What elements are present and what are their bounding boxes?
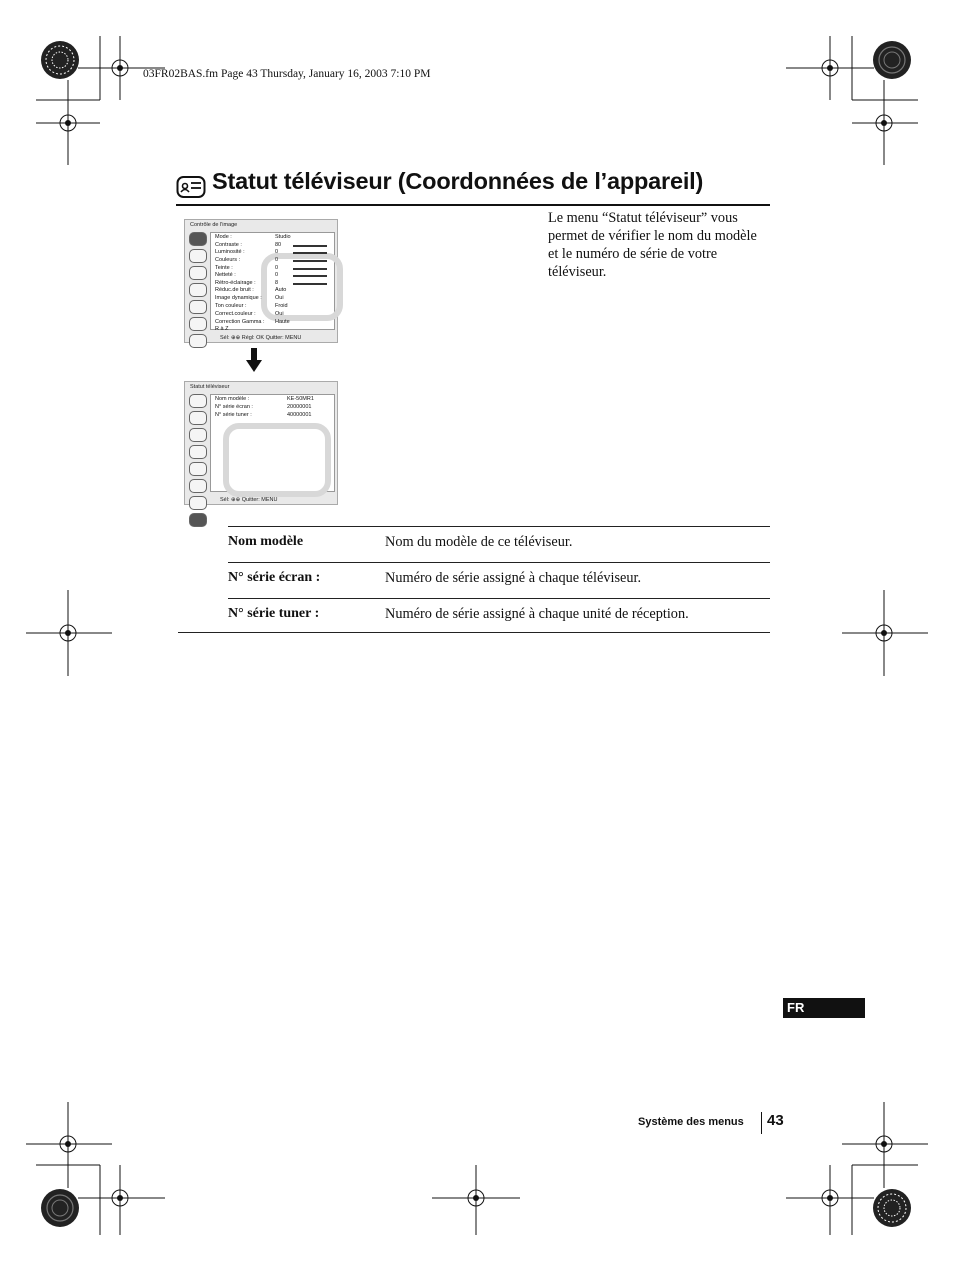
row-label: N° série écran : — [215, 404, 253, 410]
features-menu-icon — [189, 445, 207, 459]
sound-menu-icon — [189, 411, 207, 425]
screen-footer: Sél: ⊕⊕ Quitter: MENU — [220, 497, 278, 503]
row-label: Nom modèle : — [215, 396, 250, 402]
table-term: Nom modèle — [228, 534, 304, 549]
table-row — [228, 526, 770, 562]
menu-panel — [210, 394, 335, 492]
row-value: Oui — [275, 311, 284, 317]
status-menu-icon — [189, 513, 207, 527]
row-value: 0 — [275, 249, 279, 255]
row-value: 20000001 — [287, 404, 312, 410]
definition-table — [228, 526, 770, 634]
row-value: Auto — [275, 287, 287, 293]
watermark-icon — [261, 253, 343, 321]
picture-menu-icon — [189, 232, 207, 246]
row-label: R à Z — [215, 326, 229, 332]
sound-menu-icon — [189, 249, 207, 263]
menu-icon-column — [187, 394, 207, 530]
table-bottom-rule — [178, 632, 770, 633]
level-bar — [293, 268, 327, 270]
setup-menu-icon — [189, 479, 207, 493]
footer-divider — [761, 1112, 762, 1134]
intro-text: Le menu “Statut téléviseur” vous permet de vérifier le nom du modèle et le numéro de série de votre téléviseur. — [548, 210, 757, 280]
level-bar — [293, 275, 327, 277]
screen-header: Contrôle de l'image — [190, 222, 238, 228]
row-label: Couleurs : — [215, 257, 241, 263]
row-label: Correct.couleur : — [215, 311, 256, 317]
table-term: N° série écran : — [228, 570, 321, 585]
table-definition: Numéro de série assigné à chaque téléviseur. — [385, 570, 642, 586]
row-value: 0 — [275, 272, 279, 278]
row-label: Correction Gamma : — [215, 319, 265, 325]
row-label: Réduc.de bruit : — [215, 287, 254, 293]
row-label: N° série tuner : — [215, 412, 252, 418]
row-label: Netteté : — [215, 272, 236, 278]
row-label: Image dynamique : — [215, 295, 262, 301]
row-value: 40000001 — [287, 412, 312, 418]
row-label: Luminosité : — [215, 249, 245, 255]
row-label: Rétro-éclairage : — [215, 280, 256, 286]
row-label: Contraste : — [215, 242, 242, 248]
level-bar — [293, 245, 327, 247]
row-value: Haute — [275, 319, 290, 325]
timer-menu-icon — [189, 334, 207, 348]
page-number: 43 — [767, 1112, 784, 1129]
menu-screen-status — [184, 381, 338, 505]
picture-menu-icon — [189, 394, 207, 408]
row-value: 8 — [275, 280, 279, 286]
row-value: 0 — [275, 257, 279, 263]
status-card-icon — [176, 174, 206, 200]
file-info-header: 03FR02BAS.fm Page 43 Thursday, January 16, 2003 7:10 PM — [143, 68, 431, 80]
table-row — [228, 562, 770, 598]
language-tab — [783, 998, 865, 1018]
row-label: Teinte : — [215, 265, 233, 271]
row-value: KE-50MR1 — [287, 396, 314, 402]
screen-header: Statut téléviseur — [190, 384, 230, 390]
watermark-icon — [223, 423, 331, 497]
down-arrow-icon — [246, 348, 262, 372]
pc-menu-icon — [189, 462, 207, 476]
row-label: Ton couleur : — [215, 303, 247, 309]
setup-menu-icon — [189, 317, 207, 331]
pc-menu-icon — [189, 300, 207, 314]
screen-menu-icon — [189, 428, 207, 442]
menu-icon-column — [187, 232, 207, 351]
row-value: 80 — [275, 242, 282, 248]
level-bar — [293, 252, 327, 254]
menu-panel — [210, 232, 335, 330]
row-label: Mode : — [215, 234, 232, 240]
level-bar — [293, 283, 327, 285]
screen-menu-icon — [189, 266, 207, 280]
features-menu-icon — [189, 283, 207, 297]
page-title-block — [176, 170, 770, 206]
row-value: Froid — [275, 303, 288, 309]
row-value: 0 — [275, 265, 279, 271]
footer-section-title: Système des menus — [638, 1116, 744, 1128]
row-value: Oui — [275, 295, 284, 301]
row-value: Studio — [275, 234, 291, 240]
language-tab-label: FR — [787, 1000, 805, 1015]
table-row — [228, 598, 770, 634]
level-bar — [293, 260, 327, 262]
table-definition: Nom du modèle de ce téléviseur. — [385, 534, 573, 550]
table-term: N° série tuner : — [228, 606, 320, 621]
screen-footer: Sél: ⊕⊕ Régl: OK Quitter: MENU — [220, 335, 302, 341]
table-definition: Numéro de série assigné à chaque unité de réception. — [385, 606, 689, 622]
timer-menu-icon — [189, 496, 207, 510]
menu-screen-picture — [184, 219, 338, 343]
page-title: Statut téléviseur (Coordonnées de l’appareil) — [212, 168, 704, 194]
